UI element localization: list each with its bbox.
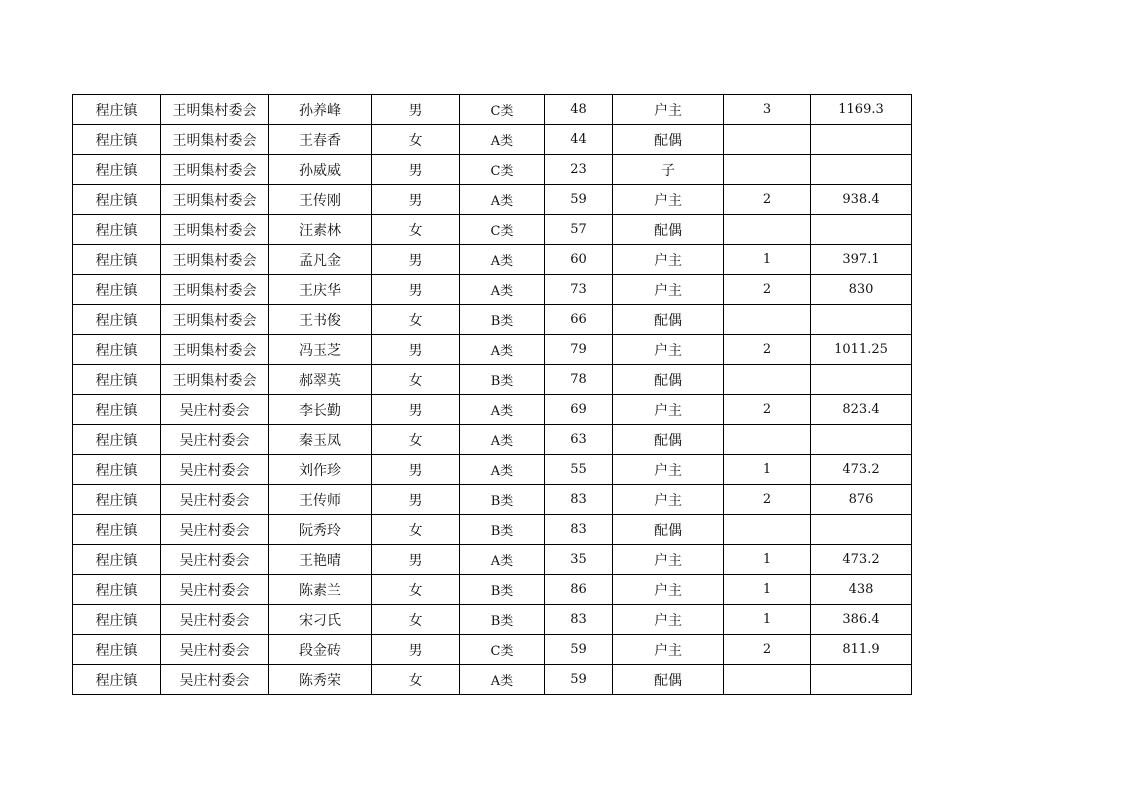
age-cell: 35 — [545, 545, 613, 575]
name-cell: 孙威威 — [269, 155, 372, 185]
age-cell: 73 — [545, 275, 613, 305]
category-cell: A类 — [460, 275, 545, 305]
table-row — [73, 665, 912, 695]
gender-cell: 女 — [372, 605, 460, 635]
gender-cell: 男 — [372, 335, 460, 365]
name-cell: 汪素林 — [269, 215, 372, 245]
household-size-cell: 1 — [724, 605, 811, 635]
amount-cell: 473.2 — [811, 545, 912, 575]
town-cell: 程庄镇 — [73, 125, 161, 155]
age-cell: 83 — [545, 515, 613, 545]
table-row — [73, 245, 912, 275]
table-row — [73, 395, 912, 425]
amount-cell — [811, 305, 912, 335]
village-cell: 吴庄村委会 — [161, 515, 269, 545]
household-size-cell — [724, 365, 811, 395]
town-cell: 程庄镇 — [73, 485, 161, 515]
gender-cell: 女 — [372, 515, 460, 545]
category-cell: B类 — [460, 605, 545, 635]
household-size-cell — [724, 515, 811, 545]
name-cell: 王庆华 — [269, 275, 372, 305]
category-cell: B类 — [460, 365, 545, 395]
name-cell: 段金砖 — [269, 635, 372, 665]
gender-cell: 男 — [372, 275, 460, 305]
gender-cell: 女 — [372, 215, 460, 245]
household-size-cell — [724, 305, 811, 335]
age-cell: 59 — [545, 185, 613, 215]
amount-cell — [811, 125, 912, 155]
table-row — [73, 275, 912, 305]
amount-cell: 473.2 — [811, 455, 912, 485]
amount-cell — [811, 665, 912, 695]
age-cell: 59 — [545, 635, 613, 665]
village-cell: 王明集村委会 — [161, 215, 269, 245]
amount-cell — [811, 425, 912, 455]
household-size-cell: 2 — [724, 395, 811, 425]
relation-cell: 户主 — [613, 275, 724, 305]
household-size-cell: 1 — [724, 245, 811, 275]
age-cell: 59 — [545, 665, 613, 695]
name-cell: 王传刚 — [269, 185, 372, 215]
village-cell: 吴庄村委会 — [161, 425, 269, 455]
town-cell: 程庄镇 — [73, 245, 161, 275]
table-row — [73, 545, 912, 575]
age-cell: 66 — [545, 305, 613, 335]
town-cell: 程庄镇 — [73, 305, 161, 335]
household-size-cell: 2 — [724, 335, 811, 365]
village-cell: 吴庄村委会 — [161, 605, 269, 635]
household-size-cell: 2 — [724, 635, 811, 665]
village-cell: 吴庄村委会 — [161, 455, 269, 485]
category-cell: C类 — [460, 155, 545, 185]
household-size-cell: 3 — [724, 95, 811, 125]
household-size-cell: 2 — [724, 485, 811, 515]
table-row — [73, 485, 912, 515]
table-row — [73, 365, 912, 395]
age-cell: 57 — [545, 215, 613, 245]
category-cell: B类 — [460, 305, 545, 335]
amount-cell: 823.4 — [811, 395, 912, 425]
household-size-cell — [724, 155, 811, 185]
name-cell: 宋刁氏 — [269, 605, 372, 635]
relation-cell: 户主 — [613, 245, 724, 275]
name-cell: 王艳晴 — [269, 545, 372, 575]
table-row — [73, 155, 912, 185]
gender-cell: 女 — [372, 305, 460, 335]
amount-cell: 938.4 — [811, 185, 912, 215]
relation-cell: 子 — [613, 155, 724, 185]
relation-cell: 户主 — [613, 635, 724, 665]
category-cell: A类 — [460, 125, 545, 155]
category-cell: B类 — [460, 575, 545, 605]
relation-cell: 配偶 — [613, 425, 724, 455]
town-cell: 程庄镇 — [73, 275, 161, 305]
amount-cell: 876 — [811, 485, 912, 515]
village-cell: 王明集村委会 — [161, 305, 269, 335]
age-cell: 63 — [545, 425, 613, 455]
age-cell: 79 — [545, 335, 613, 365]
table-row — [73, 605, 912, 635]
village-cell: 王明集村委会 — [161, 95, 269, 125]
household-size-cell: 2 — [724, 185, 811, 215]
gender-cell: 男 — [372, 95, 460, 125]
gender-cell: 女 — [372, 665, 460, 695]
relation-cell: 配偶 — [613, 515, 724, 545]
village-cell: 王明集村委会 — [161, 155, 269, 185]
town-cell: 程庄镇 — [73, 515, 161, 545]
town-cell: 程庄镇 — [73, 155, 161, 185]
name-cell: 王书俊 — [269, 305, 372, 335]
household-size-cell: 1 — [724, 455, 811, 485]
gender-cell: 男 — [372, 155, 460, 185]
table-row — [73, 125, 912, 155]
gender-cell: 男 — [372, 545, 460, 575]
town-cell: 程庄镇 — [73, 605, 161, 635]
age-cell: 78 — [545, 365, 613, 395]
village-cell: 吴庄村委会 — [161, 575, 269, 605]
name-cell: 郝翠英 — [269, 365, 372, 395]
village-cell: 王明集村委会 — [161, 275, 269, 305]
relation-cell: 户主 — [613, 575, 724, 605]
age-cell: 83 — [545, 605, 613, 635]
town-cell: 程庄镇 — [73, 215, 161, 245]
relation-cell: 户主 — [613, 185, 724, 215]
category-cell: C类 — [460, 95, 545, 125]
relation-cell: 户主 — [613, 455, 724, 485]
household-size-cell — [724, 125, 811, 155]
gender-cell: 男 — [372, 185, 460, 215]
relation-cell: 户主 — [613, 545, 724, 575]
category-cell: A类 — [460, 545, 545, 575]
name-cell: 秦玉凤 — [269, 425, 372, 455]
category-cell: A类 — [460, 335, 545, 365]
table-row — [73, 185, 912, 215]
town-cell: 程庄镇 — [73, 335, 161, 365]
name-cell: 刘作珍 — [269, 455, 372, 485]
name-cell: 李长勤 — [269, 395, 372, 425]
age-cell: 60 — [545, 245, 613, 275]
town-cell: 程庄镇 — [73, 455, 161, 485]
amount-cell: 386.4 — [811, 605, 912, 635]
table-row — [73, 215, 912, 245]
name-cell: 王春香 — [269, 125, 372, 155]
category-cell: B类 — [460, 485, 545, 515]
table-row — [73, 305, 912, 335]
village-cell: 吴庄村委会 — [161, 635, 269, 665]
town-cell: 程庄镇 — [73, 665, 161, 695]
category-cell: C类 — [460, 215, 545, 245]
village-cell: 王明集村委会 — [161, 335, 269, 365]
name-cell: 陈秀荣 — [269, 665, 372, 695]
name-cell: 冯玉芝 — [269, 335, 372, 365]
town-cell: 程庄镇 — [73, 545, 161, 575]
table-row — [73, 575, 912, 605]
amount-cell: 397.1 — [811, 245, 912, 275]
village-cell: 吴庄村委会 — [161, 545, 269, 575]
gender-cell: 男 — [372, 485, 460, 515]
town-cell: 程庄镇 — [73, 185, 161, 215]
village-cell: 王明集村委会 — [161, 125, 269, 155]
category-cell: B类 — [460, 515, 545, 545]
table-row — [73, 425, 912, 455]
category-cell: A类 — [460, 665, 545, 695]
category-cell: A类 — [460, 395, 545, 425]
category-cell: A类 — [460, 185, 545, 215]
table-row — [73, 95, 912, 125]
table-row — [73, 515, 912, 545]
table-row — [73, 335, 912, 365]
town-cell: 程庄镇 — [73, 575, 161, 605]
age-cell: 44 — [545, 125, 613, 155]
relation-cell: 配偶 — [613, 365, 724, 395]
amount-cell: 1169.3 — [811, 95, 912, 125]
village-cell: 王明集村委会 — [161, 245, 269, 275]
village-cell: 吴庄村委会 — [161, 485, 269, 515]
amount-cell: 438 — [811, 575, 912, 605]
age-cell: 86 — [545, 575, 613, 605]
relation-cell: 配偶 — [613, 215, 724, 245]
village-cell: 吴庄村委会 — [161, 395, 269, 425]
gender-cell: 男 — [372, 395, 460, 425]
household-size-cell — [724, 215, 811, 245]
name-cell: 孙养峰 — [269, 95, 372, 125]
town-cell: 程庄镇 — [73, 425, 161, 455]
table-row — [73, 635, 912, 665]
age-cell: 83 — [545, 485, 613, 515]
gender-cell: 女 — [372, 365, 460, 395]
amount-cell: 830 — [811, 275, 912, 305]
name-cell: 阮秀玲 — [269, 515, 372, 545]
amount-cell: 1011.25 — [811, 335, 912, 365]
gender-cell: 男 — [372, 455, 460, 485]
table-body — [73, 95, 912, 695]
gender-cell: 女 — [372, 575, 460, 605]
name-cell: 王传师 — [269, 485, 372, 515]
relation-cell: 配偶 — [613, 125, 724, 155]
household-size-cell: 1 — [724, 575, 811, 605]
category-cell: A类 — [460, 455, 545, 485]
gender-cell: 男 — [372, 635, 460, 665]
age-cell: 69 — [545, 395, 613, 425]
relation-cell: 户主 — [613, 95, 724, 125]
household-size-cell — [724, 425, 811, 455]
household-size-cell — [724, 665, 811, 695]
village-cell: 王明集村委会 — [161, 365, 269, 395]
age-cell: 23 — [545, 155, 613, 185]
town-cell: 程庄镇 — [73, 365, 161, 395]
relation-cell: 配偶 — [613, 305, 724, 335]
gender-cell: 男 — [372, 245, 460, 275]
town-cell: 程庄镇 — [73, 95, 161, 125]
amount-cell — [811, 365, 912, 395]
village-cell: 王明集村委会 — [161, 185, 269, 215]
town-cell: 程庄镇 — [73, 635, 161, 665]
amount-cell — [811, 215, 912, 245]
household-size-cell: 1 — [724, 545, 811, 575]
household-size-cell: 2 — [724, 275, 811, 305]
amount-cell: 811.9 — [811, 635, 912, 665]
amount-cell — [811, 155, 912, 185]
relation-cell: 配偶 — [613, 665, 724, 695]
village-cell: 吴庄村委会 — [161, 665, 269, 695]
amount-cell — [811, 515, 912, 545]
town-cell: 程庄镇 — [73, 395, 161, 425]
data-table — [72, 94, 912, 695]
age-cell: 48 — [545, 95, 613, 125]
relation-cell: 户主 — [613, 605, 724, 635]
table-row — [73, 455, 912, 485]
name-cell: 陈素兰 — [269, 575, 372, 605]
gender-cell: 女 — [372, 425, 460, 455]
age-cell: 55 — [545, 455, 613, 485]
relation-cell: 户主 — [613, 335, 724, 365]
category-cell: C类 — [460, 635, 545, 665]
name-cell: 孟凡金 — [269, 245, 372, 275]
category-cell: A类 — [460, 245, 545, 275]
category-cell: A类 — [460, 425, 545, 455]
relation-cell: 户主 — [613, 485, 724, 515]
gender-cell: 女 — [372, 125, 460, 155]
relation-cell: 户主 — [613, 395, 724, 425]
